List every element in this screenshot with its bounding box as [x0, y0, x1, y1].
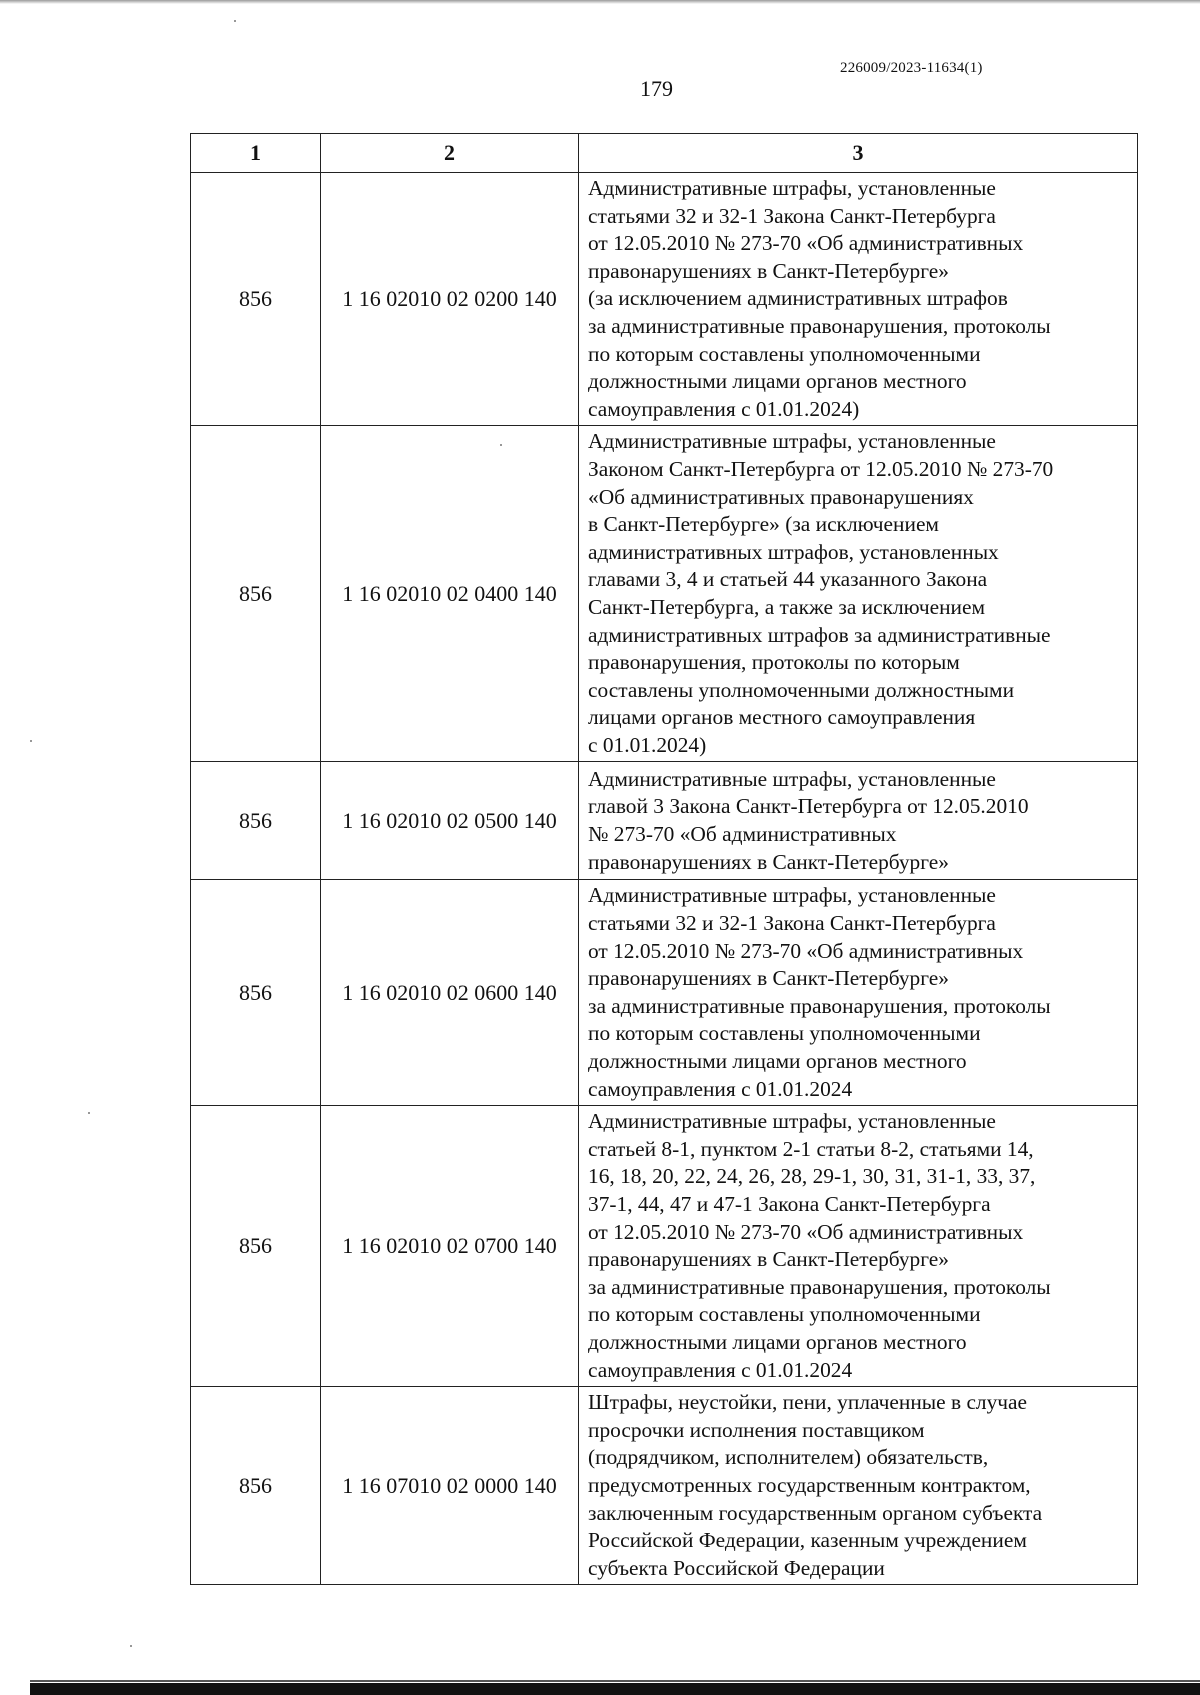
codes-table-container — [190, 133, 1137, 1585]
scan-speck — [88, 1112, 90, 1114]
page-number: 179 — [640, 76, 673, 101]
table-row — [191, 762, 1138, 880]
admin-code-cell: 856 — [191, 880, 321, 1106]
description-cell: Административные штрафы, установленные Законом Санкт-Петербурга от 12.05.2010 № 273-70 «Об административных правонарушениях в Санкт-Петербурге» (за исключением административных штрафов, установленных главами 3, 4 и статьей 44 указанного Закона Санкт-Петербурга, а также за исключением административных штрафов за административные правонарушения, протоколы по которым составлены уполномоченными должностными лицами органов местного самоуправления с 01.01.2024) — [579, 426, 1138, 762]
description-cell: Штрафы, неустойки, пени, уплаченные в случае просрочки исполнения поставщиком (подрядчиком, исполнителем) обязательств, предусмотренных государственным контрактом, заключенным государственным органом субъекта Российской Федерации, казенным учреждением субъекта Российской Федерации — [579, 1387, 1138, 1585]
scan-bottom-edge — [30, 1683, 1200, 1695]
budget-code-cell: 1 16 02010 02 0500 140 — [321, 762, 579, 880]
admin-code-cell: 856 — [191, 1387, 321, 1585]
table-header-row — [191, 134, 1138, 173]
budget-code-cell: 1 16 02010 02 0700 140 — [321, 1106, 579, 1387]
column-header-2: 2 — [321, 134, 579, 173]
admin-code-cell: 856 — [191, 426, 321, 762]
codes-table — [190, 133, 1138, 1585]
table-row — [191, 1106, 1138, 1387]
scan-bottom-edge-thin — [30, 1680, 1200, 1682]
scan-top-edge — [0, 0, 1200, 4]
admin-code-cell: 856 — [191, 173, 321, 426]
document-id: 226009/2023-11634(1) — [840, 60, 983, 76]
description-cell: Административные штрафы, установленные главой 3 Закона Санкт-Петербурга от 12.05.2010 № 273-70 «Об административных правонарушениях в Санкт-Петербурге» — [579, 762, 1138, 880]
admin-code-cell: 856 — [191, 762, 321, 880]
scan-speck — [234, 20, 236, 22]
table-row — [191, 426, 1138, 762]
budget-code-cell: 1 16 02010 02 0200 140 — [321, 173, 579, 426]
description-cell: Административные штрафы, установленные статьями 32 и 32-1 Закона Санкт-Петербурга от 12.05.2010 № 273-70 «Об административных правонарушениях в Санкт-Петербурге» за административные правонарушения, протоколы по которым составлены уполномоченными должностными лицами органов местного самоуправления с 01.01.2024 — [579, 880, 1138, 1106]
description-cell: Административные штрафы, установленные статьями 32 и 32-1 Закона Санкт-Петербурга от 12.05.2010 № 273-70 «Об административных правонарушениях в Санкт-Петербурге» (за исключением административных штрафов за административные правонарушения, протоколы по которым составлены уполномоченными должностными лицами органов местного самоуправления с 01.01.2024) — [579, 173, 1138, 426]
budget-code-cell: 1 16 02010 02 0400 140 — [321, 426, 579, 762]
description-cell: Административные штрафы, установленные статьей 8-1, пунктом 2-1 статьи 8-2, статьями 14, 16, 18, 20, 22, 24, 26, 28, 29-1, 30, 31, 31-1, 33, 37, 37-1, 44, 47 и 47-1 Закона Санкт-Петербурга от 12.05.2010 № 273-70 «Об административных правонарушениях в Санкт-Петербурге» за административные правонарушения, протоколы по которым составлены уполномоченными должностными лицами органов местного самоуправления с 01.01.2024 — [579, 1106, 1138, 1387]
budget-code-cell: 1 16 02010 02 0600 140 — [321, 880, 579, 1106]
table-row — [191, 173, 1138, 426]
table-row — [191, 880, 1138, 1106]
admin-code-cell: 856 — [191, 1106, 321, 1387]
column-header-3: 3 — [579, 134, 1138, 173]
table-row — [191, 1387, 1138, 1585]
scan-speck — [30, 740, 32, 742]
budget-code-cell: 1 16 07010 02 0000 140 — [321, 1387, 579, 1585]
scan-speck — [130, 1645, 132, 1647]
scan-speck — [500, 444, 502, 446]
column-header-1: 1 — [191, 134, 321, 173]
